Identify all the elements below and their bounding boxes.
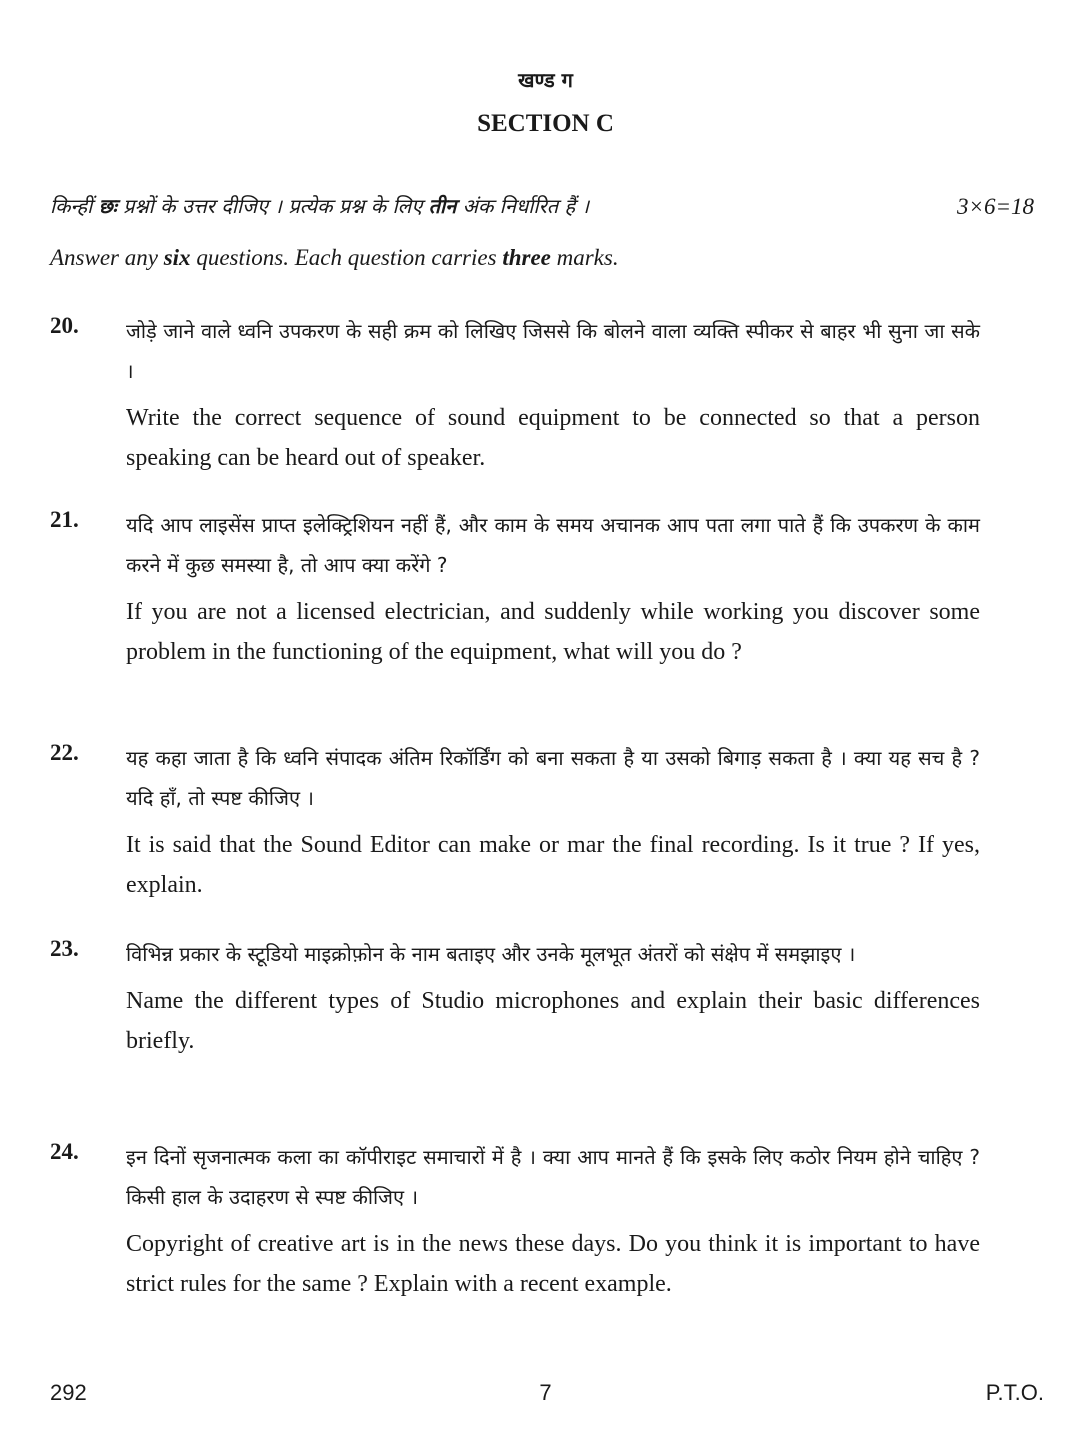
question-text-english: Write the correct sequence of sound equipment to be connected so that a person speaking can be heard out of speaker.: [126, 405, 980, 471]
question-number: 20.: [50, 313, 79, 338]
instr-en-bold-2: three: [502, 245, 551, 270]
question-text-english: Name the different types of Studio microphones and explain their basic differences briefly.: [126, 988, 980, 1054]
question-body: [126, 738, 980, 905]
instr-en-bold-1: six: [163, 245, 191, 270]
instr-hi-text-2: प्रश्नों के उत्तर दीजिए । प्रत्येक प्रश्न के लिए: [116, 194, 429, 218]
instr-hi-text-3: अंक निर्धारित हैं ।: [456, 194, 590, 218]
instr-en-text-1: Answer any: [50, 245, 164, 270]
question-number: 21.: [50, 507, 79, 532]
question-text-hindi: यदि आप लाइसेंस प्राप्त इलेक्ट्रिशियन नहीं हैं, और काम के समय अचानक आप पता लगा पाते हैं कि उपकरण के काम करने में कुछ समस्या है, तो आप क्या करेंगे ?: [126, 513, 980, 577]
question-text-hindi: इन दिनों सृजनात्मक कला का कॉपीराइट समाचारों में है । क्या आप मानते हैं कि इसके लिए कठोर नियम होने चाहिए ? किसी हाल के उदाहरण से स्पष्ट कीजिए ।: [126, 1145, 980, 1209]
question-text-hindi: जोड़े जाने वाले ध्वनि उपकरण के सही क्रम को लिखिए जिससे कि बोलने वाला व्यक्ति स्पीकर से बाहर भी सुना जा सके ।: [126, 319, 980, 383]
pto-label: P.T.O.: [985, 1380, 1044, 1405]
instr-en-text-3: marks.: [550, 245, 619, 270]
question-number: 24.: [50, 1139, 79, 1164]
instr-hi-bold-2: तीन: [428, 194, 457, 218]
page-number: 7: [539, 1380, 552, 1405]
question-text-english: Copyright of creative art is in the news these days. Do you think it is important to have strict rules for the same ? Explain with a recent example.: [126, 1231, 980, 1297]
paper-code: 292: [50, 1380, 87, 1405]
instructions-english: [50, 245, 619, 271]
question-text-hindi: यह कहा जाता है कि ध्वनि संपादक अंतिम रिकॉर्डिंग को बना सकता है या उसको बिगाड़ सकता है । क्या यह सच है ? यदि हाँ, तो स्पष्ट कीजिए ।: [126, 746, 980, 810]
question-number: 22.: [50, 740, 79, 765]
instr-hi-bold-1: छः: [98, 194, 117, 218]
instructions-hindi: [50, 192, 930, 219]
question-text-hindi: विभिन्न प्रकार के स्टूडियो माइक्रोफ़ोन के नाम बताइए और उनके मूलभूत अंतरों को संक्षेप में समझाइए ।: [126, 942, 856, 966]
question-body: [126, 505, 980, 672]
question-body: [126, 1137, 980, 1304]
question-body: [126, 934, 980, 1061]
instr-en-text-2: questions. Each question carries: [190, 245, 503, 270]
question-body: [126, 311, 980, 478]
instr-hi-text-1: किन्हीं: [50, 194, 99, 218]
section-title-hindi: खण्ड ग: [518, 68, 573, 92]
section-title: SECTION C: [477, 110, 614, 137]
question-text-english: If you are not a licensed electrician, and suddenly while working you discover some problem in the functioning of the equipment, what will you do ?: [126, 599, 980, 665]
question-number: 23.: [50, 936, 79, 961]
question-text-english: It is said that the Sound Editor can make or mar the final recording. Is it true ? If yes, explain.: [126, 832, 980, 898]
marks-allocation: 3×6=18: [956, 194, 1034, 219]
